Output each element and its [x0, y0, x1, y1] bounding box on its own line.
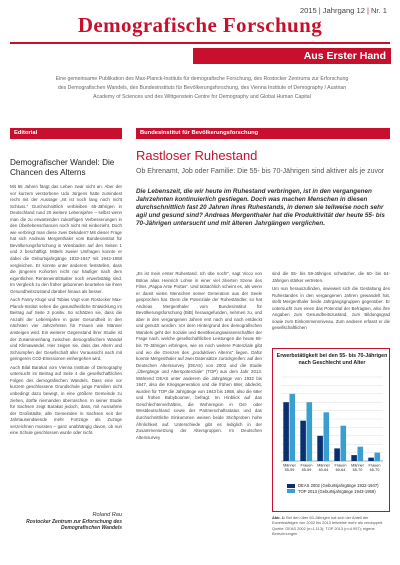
x-tick-label: Männer 65-70 [351, 463, 364, 473]
chart-bar [351, 455, 357, 461]
caption-label: Abb. 1: [272, 515, 286, 520]
editorial-paragraph: Auch Fanny Kluge und Tobias Vogt vom Rostocker Max-Planck-Institut sehen die gesundheitliche Entwicklung im Beitrag auf Seite 3 positiv. So schätzen sie, dass die Anzahl der Lebensjahre in guter Gesundheit in den nächsten vier Jahrzehnten für Frauen wie Männer ansteigen wird. Ein weiterer Gegenstand ihrer Studie ist der Zusammenhang zwischen demografischem Wandel und Klimawandel. Hier zeigen sie, dass das Altern und Schrumpfen der Gesellschaft aller Voraussicht nach mit geringeren CO2-Emissionen einhergehen wird. [10, 297, 122, 362]
chart-bar [290, 394, 296, 461]
chart-bar [341, 426, 347, 461]
x-tick-label: Frauen 65-70 [368, 463, 381, 473]
legend-label: TOP 2013 (Geburtsjahrgänge 1943-1958) [298, 488, 376, 494]
editorial-paragraph: Auch Bilal Barakat vom Vienna Institute of Demography untersucht im Beitrag auf Seite 4 die gesellschaftlichen Folgen des demografischen Wandels. Dass eine vor kurzem geschlossene Grundschule junge Familien nicht unbedingt dazu bewegt, in eine größere Gemeinde zu ziehen, dürfte niemanden überraschen. In seiner Studie für Sachsen zeigt Barakat jedoch, dass, mit Ausnahme der Großstädte, alle Gemeinden in Sachsen seit der Jahrtausendwende mehr Fortzüge als Zuzüge verzeichnen mussten – ganz unabhängig davon, ob nun eine Schule geschlossen wurde oder nicht. [10, 364, 122, 436]
chart-bar [283, 402, 289, 461]
editorial-bar: Editorial [10, 128, 122, 139]
chart-bar [317, 436, 323, 461]
article-lead: Die Lebenszeit, die wir heute im Ruhestand verbringen, ist in den vergangenen Jahrzehnten kontinuierlich gestiegen. Doch was machen Menschen in diesen durchschnittlich fast 20 Jahren ihres Ruhestands, in denen sie teilweise noch sehr agil und gesund sind? Andreas Mergenthaler hat die Produktivität der heute 55- bis 70-Jährigen untersucht und mit älteren Jahrgängen verglichen. [136, 188, 385, 228]
chart-bar [324, 412, 330, 461]
article-column-2 [272, 271, 390, 334]
legend-label: DEAS 2002 (Geburtsjahrgänge 1932-1947) [298, 483, 379, 488]
chart-legend [287, 483, 379, 494]
caption-text: Bei den über 60-Jährigen hat sich der Anteil der Erwerbstätigen von 2002 bis 2013 teilweise mehr als verdoppelt. Quelle: DEAS 2002 (n=1.113); TOP 2013 (n=4.957); eigene Berechnungen [272, 515, 384, 537]
masthead-rule [10, 42, 390, 44]
article-paragraph: Um nun herauszufinden, inwieweit sich die Gestaltung des Ruhestandes in den vergangenen Jahren gewandelt hat, stellt Mergenthaler beide Jahrgangsgruppen gegenüber. Er untersucht zum einen das Potenzial der Befragten, also ihre Angaben zum Gesundheitszustand, zum Bildungsgrad sowie zum Einkommensniveau. Zum anderen erfasst er die gesellschaftlichen [272, 286, 390, 331]
issue-separator: | [318, 6, 321, 15]
issue-separator: | [366, 6, 369, 15]
chart-bar [358, 447, 364, 461]
legend-swatch [287, 484, 295, 488]
x-tick-label: Männer 60-64 [317, 463, 330, 473]
article-column-1 [136, 271, 262, 443]
article-paragraph: „Es ist mein erster Ruhestand. Ich übe noch!“, sagt Vicco von Bülow alias Heinrich Lohse in einer viel zitierten Szene des Films „Pappa Ante Portas“. Und tatsächlich scheint es, als wenn er damit vielen Menschen seiner Generation aus der Seele gesprochen hat. Denn die Potenziale der Ruheständler, so hat Andreas Mergenthaler vom Bundesinstitut für Bevölkerungsforschung (BiB) herausgefunden, nehmen zu, und aber in den vergangenen Jahren erst nach und nach entdeckt und genutzt worden. Vor dem Hintergrund des demografischen Wandels geht der Soziale und Bevölkerungswissenschaftler der Frage nach, welche gesellschaftlichen Leistungen die heute 55- bis 70-Jährigen erbringen, wie es noch weitere Potenziale gibt und wo die Grenzen des „produktiven Alterns“ liegen. Dafür konnte Mergenthaler auf zwei Datensätze zurückgreifen: auf den Deutschen Alterssurvey (DEAS) von 2002 und die Studie „Übergänge und Alterspotenziale“ (TOP) aus dem Jahr 2013. Während DEAS unter anderem die Jahrgänge von 1932 bis 1947, also die Kriegsgeneration und die frühen 68er, abdeckt, wurden für TOP die Jahrgänge von 1943 bis 1958, also die 68er und frühen Babyboomer, befragt. Im Hinblick auf das Geschlechterverhältnis, die Wohnregion in Ost- oder Westdeutschland sowie der Partnerschaftsstatus und das durchschnittliche Einkommen weisen beide Stichproben hohe Ähnlichkeit auf. Unterschiede gibt es lediglich in der Zusammensetzung der Altersgruppen. Im Deutschen Alterssurvey [136, 271, 262, 440]
article-paragraph: sind die 55- bis 59-Jährigen schwächer, die 60- bis 64-Jährigen stärker vertreten. [272, 271, 390, 283]
legend-item [287, 489, 379, 494]
editorial-column [10, 158, 122, 439]
publisher-statement: Eine gemeinsame Publikation des Max-Planck-Instituts für demografische Forschung, des Rostocker Zentrums zur Erforschung des Demografischen Wandels, des Bundesinstituts für Bevölkerungsforschung, des Vienna Institute of Demography / Austrian Academy of Sciences und des Wittgenstein Centre for Demography and Global Human Capital [55, 76, 349, 100]
editorial-heading: Demografischer Wandel: Die Chancen des Alterns [10, 158, 115, 177]
article-title: Rastloser Ruhestand [136, 148, 258, 163]
chart-title: Erwerbstätigkeit bei den 55- bis 70-Jährigen nach Geschlecht und Alter [276, 353, 388, 366]
editorial-signature [10, 512, 122, 531]
section-banner: Aus Erster Hand [193, 48, 391, 64]
x-tick-label: Frauen 55-59 [300, 463, 313, 473]
x-tick-label: Frauen 60-64 [334, 463, 347, 473]
editorial-affiliation: Rostocker Zentrum zur Erforschung des Demografischen Wandels [26, 519, 122, 531]
chart-bar [368, 458, 374, 461]
chart-bar [334, 448, 340, 461]
issue-volume: Jahrgang 12 [322, 6, 365, 15]
chart-caption [272, 515, 392, 537]
chart-bar [307, 402, 313, 461]
editorial-paragraph: Mit 66 Jahren fängt das Leben zwar nicht an. Aber der vor kurzem verstorbene Udo Jürgens hatte zumindest recht mit der Aussage „Ist ist noch lang noch nicht Schluss.“ Durchschnittlich verbleiben 65-Jährigen in Deutschland rund 20 weitere Lebensjahre – selbst wenn man die zu erwartenden zukünftigen Verbesserungen in den Überlebenschancen noch nicht mit einbezieht. Doch wie verbringt man diese zwei Dekaden? Mit dieser Frage hat sich Andreas Mergenthaler vom Bundesinstitut für Bevölkerungsforschung in Wiesbaden auf den Seiten 1 und 2 beschäftigt. Mittels zweier Umfragen konnte er dabei die Geburtsjahrgänge 1932-1947 mit 1942-1958 vergleichen. Er konnte unter anderem feststellen, dass die jüngeren Kohorten nicht nur häufiger nach dem eigentlichen Renteneintrittsalter noch erwerbstätig sind. Im Vergleich zu den früher geborenen beurteilen sie ihren Gesundheitszustand darüber hinaus als besser. [10, 184, 122, 294]
legend-item [287, 483, 379, 488]
employment-chart [272, 348, 390, 512]
chart-bar [375, 453, 381, 461]
editorial-author: Roland Rau [92, 512, 122, 518]
chart-bar [300, 421, 306, 461]
article-subtitle: Ob Ehrenamt, Job oder Familie: Die 55- bis 70-Jährigen sind aktiver als je zuvor [136, 168, 385, 175]
issue-number: Nr. 1 [370, 6, 387, 15]
article-bar: Bundesinstitut für Bevölkerungsforschung [136, 128, 390, 139]
issue-year: 2015 [299, 6, 317, 15]
x-tick-label: Männer 55-59 [283, 463, 296, 473]
legend-swatch [287, 489, 295, 493]
masthead-title: Demografische Forschung [77, 13, 323, 37]
